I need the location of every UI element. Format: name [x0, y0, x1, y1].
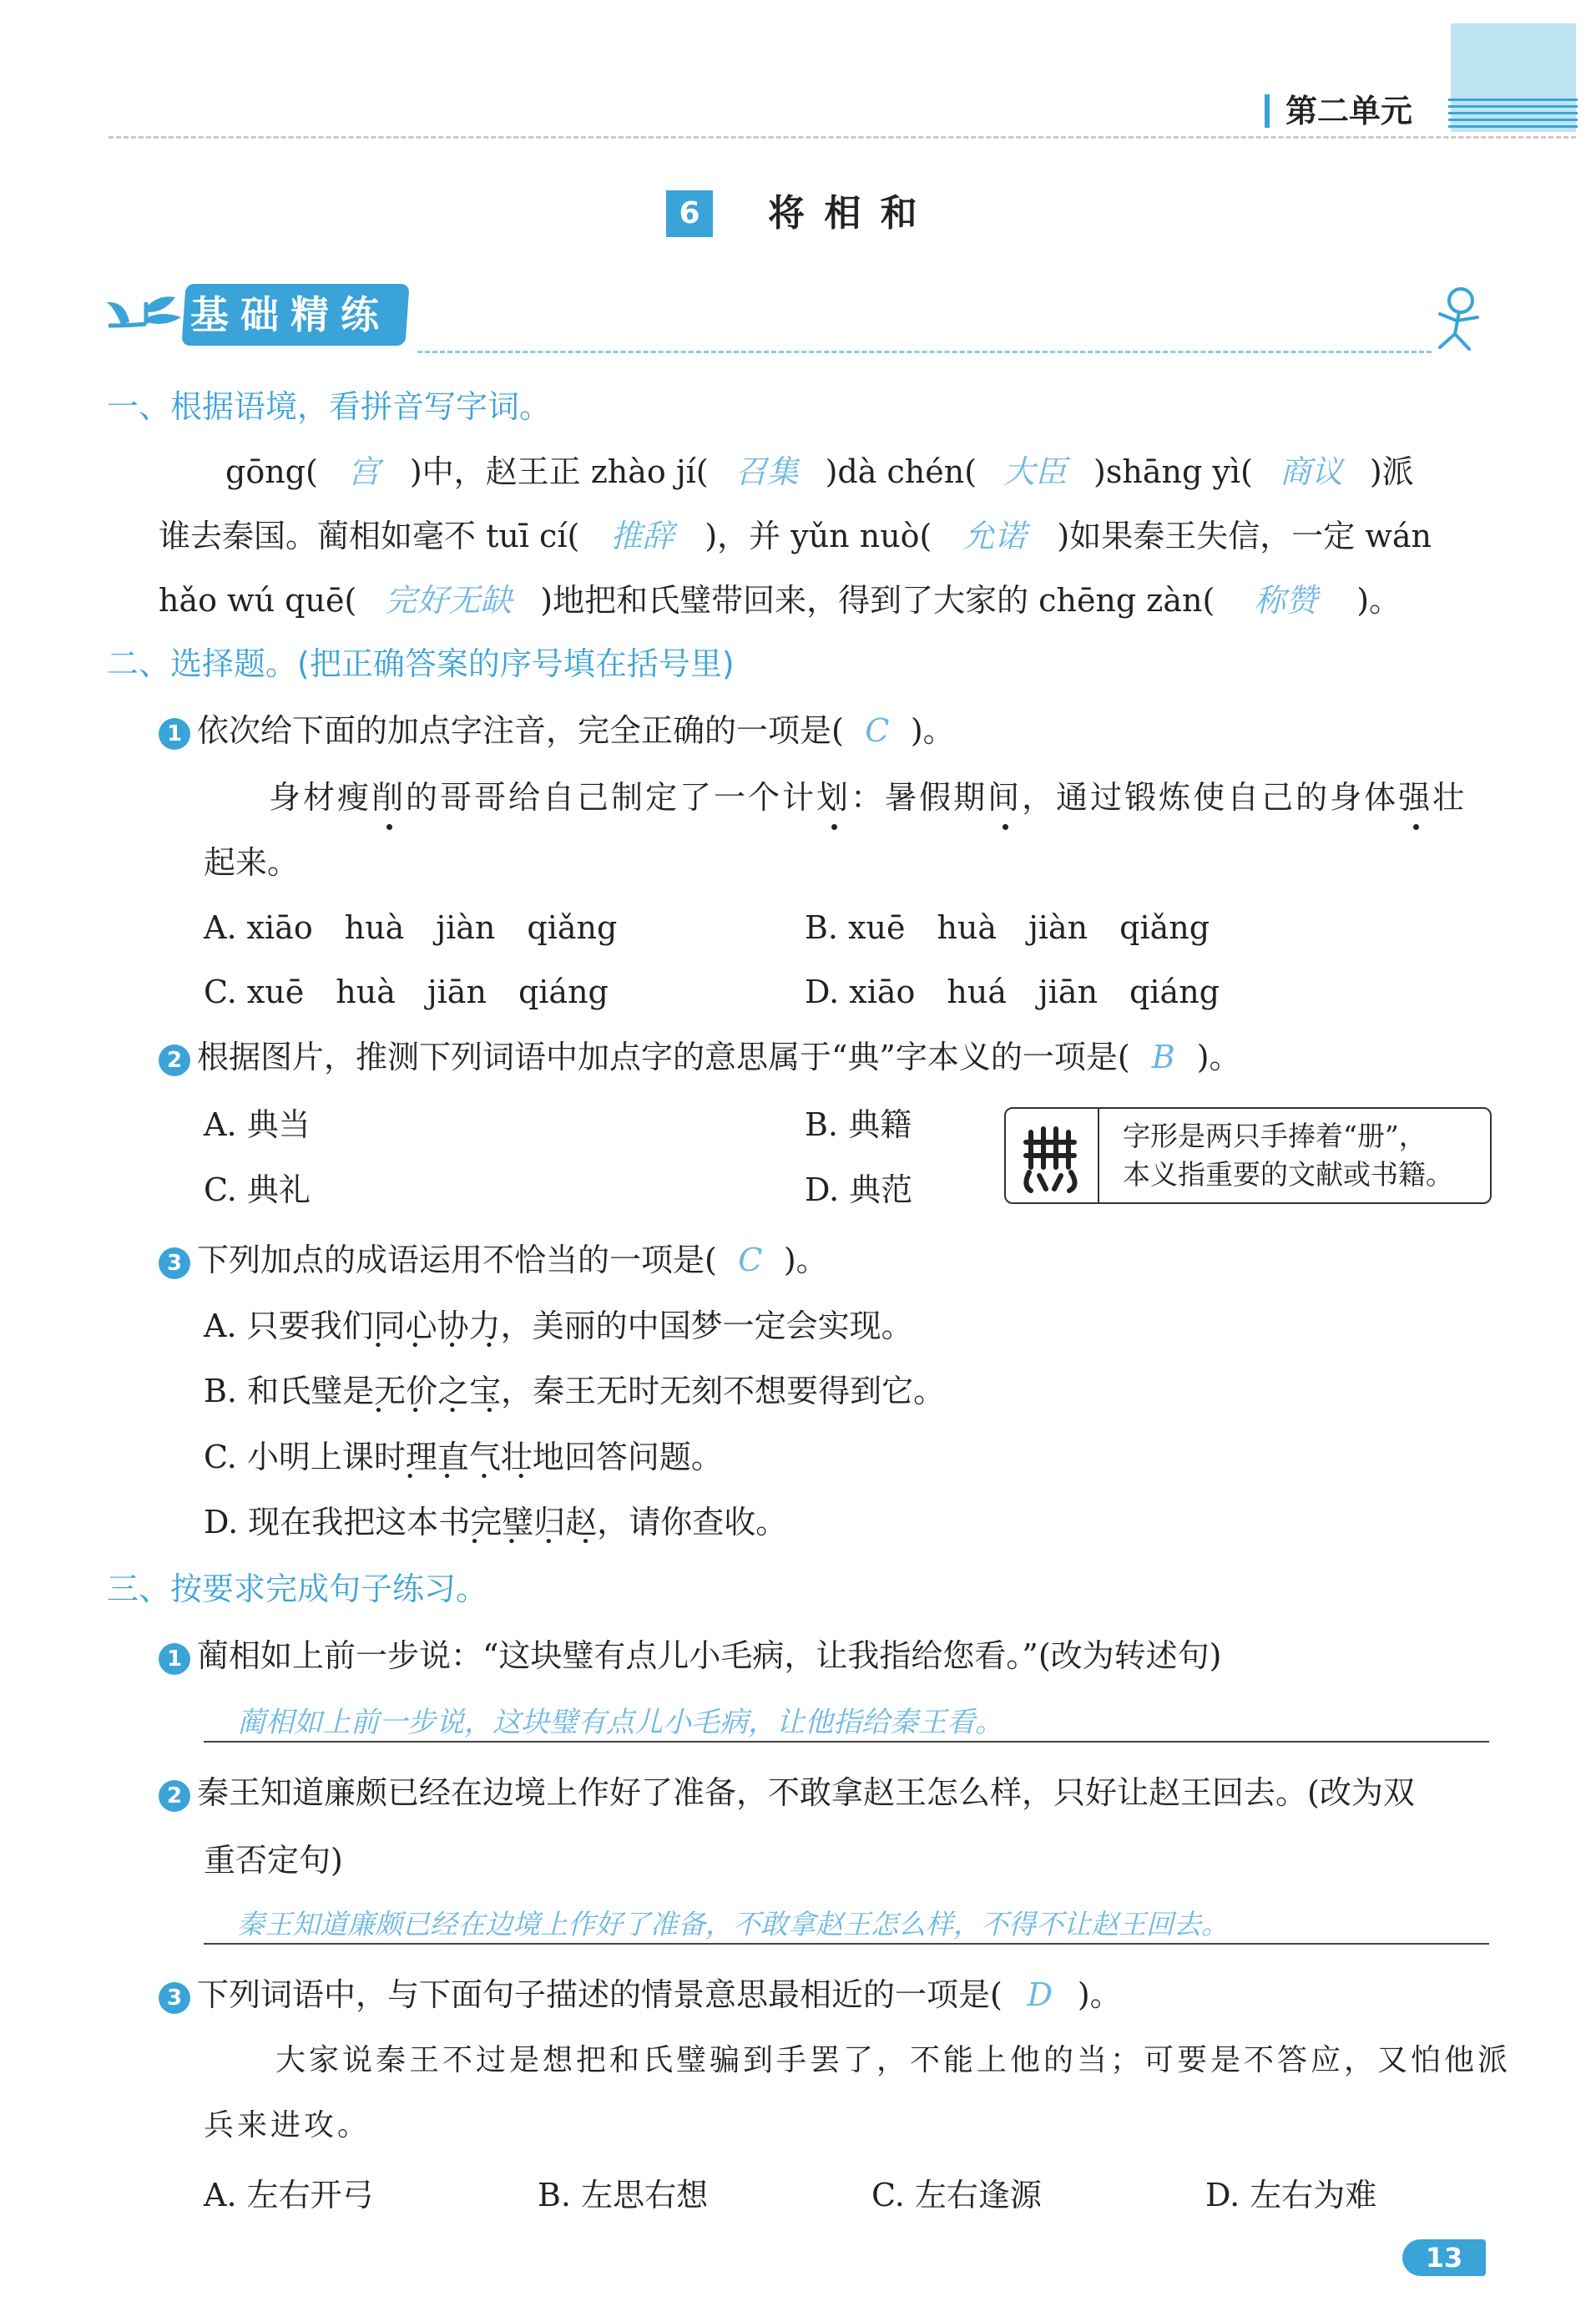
q3-2-stem: [159, 1772, 1415, 1814]
text: )shāng yì(: [1093, 453, 1253, 490]
part2-heading: 二、选择题。(把正确答案的序号填在括号里): [107, 645, 735, 682]
text: gōng(: [225, 453, 318, 490]
option-d: D. xiāo huá jiān qiáng: [805, 974, 1220, 1010]
text: 蔺相如上前一步说：“这块璧有点儿小毛病，让我指给您看。”(改为转述句): [197, 1637, 1222, 1674]
text: 的哥哥给自己制定了一个计: [406, 779, 817, 816]
option-d: D. 左右为难: [1205, 2177, 1377, 2213]
lesson-number: 6: [679, 196, 700, 230]
answer-text: 推辞: [610, 518, 674, 554]
part3-heading: 三、按要求完成句子练习。: [107, 1571, 488, 1607]
option-c: C. 典礼: [204, 1171, 311, 1208]
dotted-char: 强: [1398, 777, 1432, 818]
text: 谁去秦国。蔺相如毫不 tuī cí(: [159, 518, 580, 554]
text: 秦王知道廉颇已经在边境上作好了准备，不敢拿赵王怎么样，只好让赵王回去。(改为双: [197, 1774, 1415, 1811]
text: )dà chén(: [825, 453, 977, 490]
runner-icon: [1423, 284, 1490, 359]
answer-text: 宫: [347, 453, 380, 490]
dotted-idiom: 同心协力 • • • •: [374, 1305, 501, 1347]
dotted-idiom: 完璧归赵 • • • •: [470, 1501, 597, 1543]
q3-1-stem: [159, 1635, 1222, 1677]
text: B. 和氏璧是: [204, 1373, 375, 1409]
question-number: 3: [159, 1247, 190, 1279]
text: ：暑假期: [851, 779, 988, 816]
hint-box: [1004, 1107, 1492, 1204]
answer-text: 召集: [735, 453, 799, 490]
q3-2-answer: 秦王知道廉颇已经在边境上作好了准备，不敢拿赵王怎么样，不得不让赵王回去。: [237, 1908, 1229, 1940]
q3-3-quote: 大家说秦王不过是想把和氏璧骗到手罢了，不能上他的当；可要是不答应，又怕他派: [275, 2043, 1512, 2077]
dotted-idiom: 无价之宝 • • • •: [374, 1370, 501, 1412]
text: )中，赵王正 zhào jí(: [409, 453, 709, 490]
option-a: A. xiāo huà jiàn qiǎng: [204, 909, 618, 946]
text: 地回答问题。: [532, 1439, 723, 1475]
option-c: C. xuē huà jiān qiáng: [204, 974, 609, 1010]
dotted-char: 间: [987, 777, 1022, 818]
header-stripes: [1448, 99, 1578, 129]
text: )，并 yǔn nuò(: [705, 518, 932, 554]
answer-text: D: [1027, 1976, 1053, 2013]
option-b: B. xuē huà jiàn qiǎng: [805, 909, 1210, 946]
text: 壮: [1432, 779, 1467, 816]
section-banner-text: 基础精练: [190, 292, 391, 337]
text: )。: [1196, 1039, 1241, 1075]
text: ，美丽的中国梦一定会实现。: [500, 1308, 913, 1344]
question-number: 3: [159, 1982, 190, 2014]
unit-label: 第二单元: [1285, 93, 1413, 129]
dotted-idiom: 理直气壮 • • • •: [406, 1436, 533, 1478]
ancient-dian-glyph-icon: [1006, 1109, 1098, 1202]
part1-heading: 一、根据语境，看拼音写字词。: [107, 388, 552, 425]
text: )。: [1077, 1976, 1122, 2013]
text: ，请你查收。: [597, 1504, 788, 1540]
question-number: 1: [159, 718, 190, 750]
option-c: C. 左右逢源: [871, 2177, 1042, 2213]
text: 依次给下面的加点字注音，完全正确的一项是(: [197, 712, 844, 749]
option-b: B. 左思右想: [538, 2177, 709, 2213]
text: )。: [1356, 582, 1402, 619]
lesson-title: 将 相 和: [768, 192, 921, 235]
text: ，通过锻炼使自己的身体: [1022, 779, 1399, 816]
header-divider: [109, 136, 1576, 139]
answer-line: [204, 1943, 1489, 1945]
page-number: 13: [1425, 2242, 1463, 2274]
q2-3-stem: [159, 1239, 828, 1281]
q2-1-sentence: [269, 777, 1467, 818]
answer-text: 商议: [1279, 453, 1343, 490]
q3-1-answer: 蔺相如上前一步说，这块璧有点儿小毛病，让他指给秦王看。: [237, 1706, 1003, 1739]
option-d: [204, 1501, 787, 1543]
part1-line1: [225, 451, 1414, 493]
q2-1-stem: [159, 710, 955, 751]
text: )。: [910, 712, 955, 749]
text: )派: [1369, 453, 1414, 490]
q3-2-stem-cont: 重否定句): [204, 1842, 343, 1879]
page-number-badge: [1402, 2239, 1486, 2276]
text: C. 小明上课时: [204, 1439, 406, 1475]
dotted-char: 削: [371, 777, 406, 818]
text: ，秦王无时无刻不想要得到它。: [501, 1373, 946, 1409]
text: A. 只要我们: [204, 1308, 374, 1344]
option-a: A. 左右开弓: [204, 2177, 374, 2213]
answer-text: 允诺: [962, 518, 1027, 554]
lesson-number-badge: [666, 190, 713, 237]
text: )如果秦王失信，一定 wán: [1057, 518, 1432, 554]
dotted-char: 划: [816, 777, 851, 818]
part1-line2: [159, 515, 1432, 557]
option-b: B. 典籍: [805, 1106, 912, 1143]
part1-line3: [159, 579, 1401, 621]
hint-line-1: 字形是两只手捧着“册”，: [1123, 1120, 1427, 1152]
q3-3-stem: [159, 1974, 1122, 2016]
text: 根据图片，推测下列词语中加点字的意思属于“典”字本义的一项是(: [197, 1039, 1130, 1075]
text: )地把和氏璧带回来，得到了大家的 chēng zàn(: [540, 582, 1215, 619]
answer-text: 完好无缺: [385, 582, 513, 619]
q2-1-sentence-cont: 起来。: [204, 844, 300, 881]
sprout-icon: [104, 292, 188, 342]
hint-line-2: 本义指重要的文献或书籍。: [1123, 1158, 1453, 1191]
text: 下列加点的成语运用不恰当的一项是(: [197, 1242, 717, 1278]
q3-3-quote-cont: 兵来进攻。: [204, 2108, 371, 2142]
text: 身材瘦: [269, 779, 372, 816]
option-a: A. 典当: [204, 1106, 311, 1143]
option-d: D. 典范: [805, 1171, 913, 1208]
banner-divider: [417, 351, 1432, 353]
text: D. 现在我把这本书: [204, 1504, 471, 1540]
q2-2-stem: [159, 1036, 1241, 1078]
question-number: 1: [159, 1643, 190, 1675]
answer-text: C: [865, 712, 890, 749]
option-b: [204, 1370, 945, 1412]
text: hǎo wú quē(: [159, 582, 357, 619]
header-bar: [1265, 94, 1270, 128]
question-number: 2: [159, 1045, 190, 1076]
option-c: [204, 1436, 723, 1478]
answer-line: [204, 1741, 1489, 1743]
text: )。: [783, 1242, 828, 1278]
answer-text: B: [1151, 1039, 1175, 1075]
answer-text: 称赞: [1254, 582, 1318, 619]
option-a: [204, 1305, 913, 1347]
text: 下列词语中，与下面句子描述的情景意思最相近的一项是(: [197, 1976, 1003, 2013]
answer-text: 大臣: [1003, 453, 1068, 490]
glyph-image: [1006, 1109, 1099, 1202]
answer-text: C: [738, 1242, 763, 1278]
question-number: 2: [159, 1780, 190, 1812]
